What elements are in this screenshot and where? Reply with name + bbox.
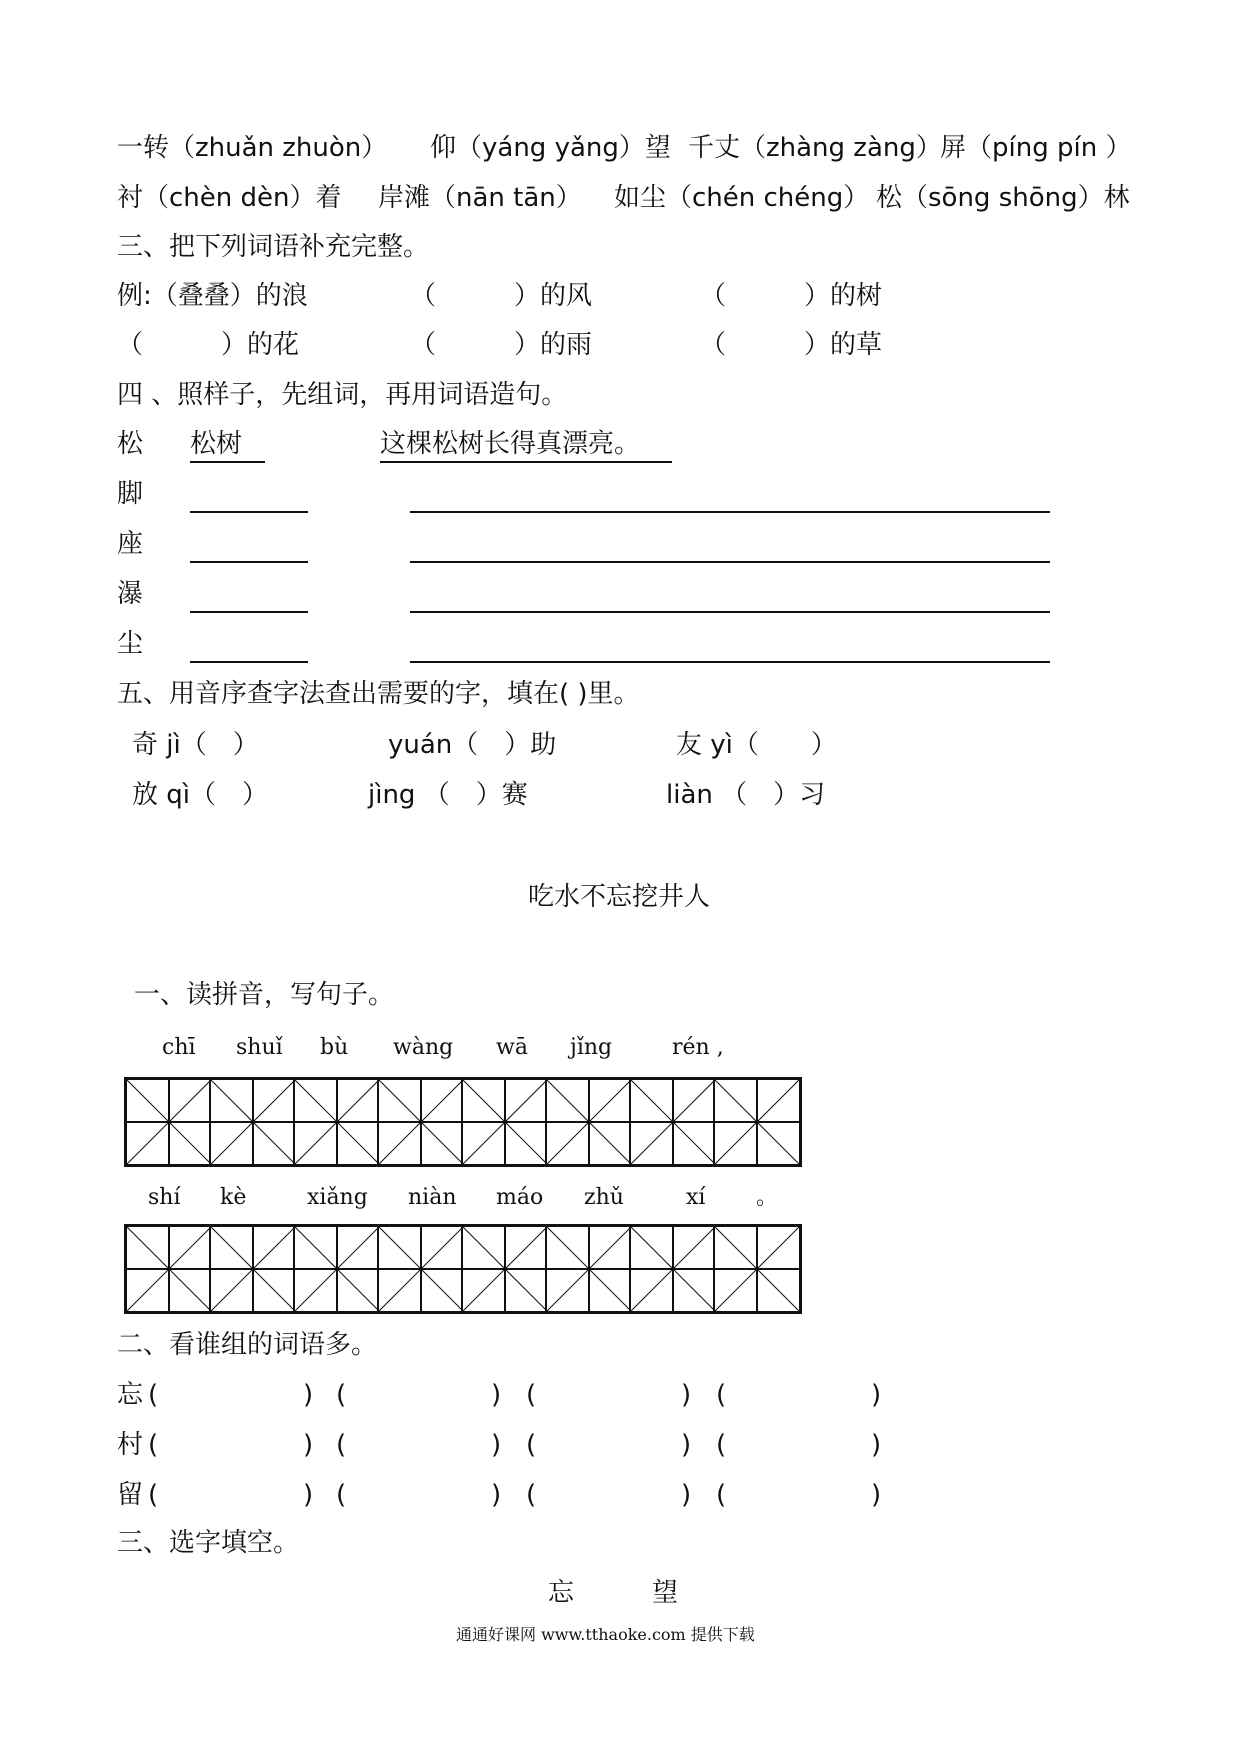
paren-close: ) — [871, 1430, 882, 1460]
pinyin-1-3: bù — [320, 1035, 349, 1060]
grid-cell[interactable] — [715, 1080, 799, 1164]
grid-cell[interactable] — [715, 1227, 799, 1311]
paren-open: ( — [526, 1480, 537, 1510]
paren-close: ) — [681, 1380, 692, 1410]
pinyin-2-3: xiǎng — [307, 1185, 368, 1210]
paren-close: ) — [303, 1430, 314, 1460]
paren-open: ( — [716, 1380, 727, 1410]
pinyin-choice-7: 如尘（chén chéng） — [614, 183, 870, 213]
pinyin-1-2: shuǐ — [236, 1035, 283, 1060]
word-blank-1[interactable] — [190, 511, 308, 513]
pinyin-1-7: rén , — [672, 1035, 724, 1060]
pinyin-2-6: zhǔ — [584, 1185, 624, 1210]
pinyin-2-2: kè — [220, 1185, 247, 1210]
grid-cell[interactable] — [127, 1227, 211, 1311]
pinyin-choice-8: 松（sōng shōng）林 — [876, 183, 1130, 213]
lookup-3[interactable]: 友 yì（ ） — [676, 730, 837, 760]
grid-cell[interactable] — [463, 1080, 547, 1164]
paren-close: ) — [491, 1480, 502, 1510]
compound-char: 忘 — [117, 1380, 144, 1410]
paren-open: ( — [526, 1380, 537, 1410]
paren-open: ( — [336, 1480, 347, 1510]
pinyin-choice-2: 仰（yáng yǎng）望 — [430, 133, 671, 163]
paren-close: ) — [303, 1480, 314, 1510]
pinyin-choice-3: 千丈（zhàng zàng） — [688, 133, 942, 163]
grid-cell[interactable] — [547, 1227, 631, 1311]
paren-close: ) — [303, 1380, 314, 1410]
lookup-6[interactable]: liàn （ ）习 — [666, 780, 826, 810]
example-word: 松树 — [190, 429, 243, 459]
word-char-1: 脚 — [117, 479, 144, 509]
fill-phrase-rain[interactable]: （ ）的雨 — [410, 330, 593, 360]
paren-open: ( — [716, 1480, 727, 1510]
paren-close: ) — [491, 1380, 502, 1410]
paren-open: ( — [148, 1480, 159, 1510]
sentence-blank-3[interactable] — [410, 611, 1050, 613]
word-blank-2[interactable] — [190, 561, 308, 563]
grid-cell[interactable] — [379, 1227, 463, 1311]
word-blank-4[interactable] — [190, 661, 308, 663]
paren-open: ( — [526, 1430, 537, 1460]
sentence-blank-1[interactable] — [410, 511, 1050, 513]
lookup-1[interactable]: 奇 jì（ ） — [132, 730, 259, 760]
pinyin-2-7: xí — [686, 1185, 706, 1210]
fill-phrase-example: 例:（叠叠）的浪 — [117, 281, 308, 311]
pinyin-choice-4: 屏（píng pín ） — [940, 133, 1132, 163]
pinyin-2-5: máo — [496, 1185, 544, 1210]
paren-open: ( — [336, 1430, 347, 1460]
lookup-5[interactable]: jìng （ ）赛 — [368, 780, 528, 810]
writing-grid-1[interactable] — [124, 1077, 802, 1167]
fill-phrase-wind[interactable]: （ ）的风 — [410, 281, 593, 311]
grid-cell[interactable] — [379, 1080, 463, 1164]
paren-open: ( — [336, 1380, 347, 1410]
sentence-blank-2[interactable] — [410, 561, 1050, 563]
pinyin-2-4: niàn — [408, 1185, 457, 1210]
example-char: 松 — [117, 429, 144, 459]
paren-open: ( — [148, 1430, 159, 1460]
part-2-title: 二、看谁组的词语多。 — [117, 1330, 378, 1360]
part-3-title: 三、选字填空。 — [117, 1528, 300, 1558]
section-4-title: 四 、照样子，先组词，再用词语造句。 — [117, 380, 568, 410]
fill-phrase-flower[interactable]: （ ）的花 — [117, 330, 300, 360]
grid-cell[interactable] — [631, 1080, 715, 1164]
word-char-4: 尘 — [117, 629, 144, 659]
word-char-2: 座 — [117, 529, 144, 559]
paren-close: ) — [871, 1380, 882, 1410]
example-sentence: 这棵松树长得真漂亮。 — [380, 429, 641, 459]
compound-char: 村 — [117, 1430, 144, 1460]
footer-credit: 通通好课网 www.tthaoke.com 提供下载 — [456, 1625, 755, 1644]
paren-open: ( — [148, 1380, 159, 1410]
grid-cell[interactable] — [463, 1227, 547, 1311]
pinyin-1-6: jǐng — [570, 1035, 613, 1060]
grid-cell[interactable] — [127, 1080, 211, 1164]
pinyin-1-5: wā — [496, 1035, 528, 1060]
section-5-title: 五、用音序查字法查出需要的字，填在( )里。 — [117, 679, 640, 709]
pinyin-2-1: shí — [148, 1185, 181, 1210]
grid-cell[interactable] — [631, 1227, 715, 1311]
paren-close: ) — [871, 1480, 882, 1510]
grid-cell[interactable] — [547, 1080, 631, 1164]
paren-close: ) — [681, 1480, 692, 1510]
section-3-title: 三、把下列词语补充完整。 — [117, 232, 430, 262]
lookup-2[interactable]: yuán（ ）助 — [388, 730, 557, 760]
pinyin-choice-5: 衬（chèn dèn）着 — [117, 183, 342, 213]
word-blank-3[interactable] — [190, 611, 308, 613]
fill-phrase-grass[interactable]: （ ）的草 — [700, 330, 883, 360]
fill-phrase-tree[interactable]: （ ）的树 — [700, 281, 883, 311]
pinyin-1-1: chī — [162, 1035, 196, 1060]
paren-close: ) — [491, 1430, 502, 1460]
word-char-3: 瀑 — [117, 579, 144, 609]
writing-grid-2[interactable] — [124, 1224, 802, 1314]
pinyin-choice-1: 一转（zhuǎn zhuòn） — [117, 133, 388, 163]
pinyin-2-8: 。 — [756, 1185, 779, 1210]
pinyin-1-4: wàng — [393, 1035, 454, 1060]
part-1-title: 一、读拼音，写句子。 — [134, 980, 395, 1010]
paren-open: ( — [716, 1430, 727, 1460]
grid-cell[interactable] — [211, 1080, 295, 1164]
compound-char: 留 — [117, 1480, 144, 1510]
pinyin-choice-6: 岸滩（nān tān） — [378, 183, 582, 213]
grid-cell[interactable] — [211, 1227, 295, 1311]
sentence-blank-4[interactable] — [410, 661, 1050, 663]
grid-cell[interactable] — [295, 1227, 379, 1311]
lesson-title: 吃水不忘挖井人 — [528, 882, 711, 912]
grid-cell[interactable] — [295, 1080, 379, 1164]
lookup-4[interactable]: 放 qì（ ） — [132, 780, 268, 810]
choice-chars: 忘 望 — [548, 1578, 679, 1608]
paren-close: ) — [681, 1430, 692, 1460]
